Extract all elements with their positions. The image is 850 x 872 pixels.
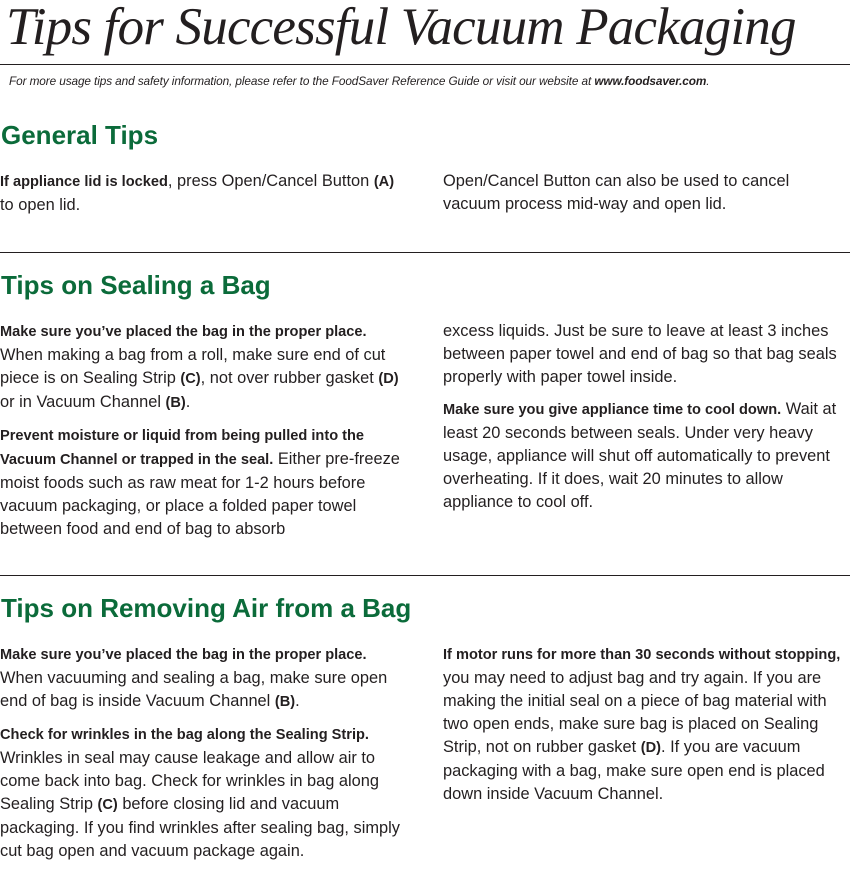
text: , not over rubber gasket: [200, 369, 379, 387]
tip-paragraph: [443, 398, 848, 514]
bold-text: If appliance lid is locked: [0, 174, 168, 190]
bold-text: (A): [373, 174, 395, 190]
tip-paragraph: [443, 643, 848, 806]
title-divider: [0, 64, 850, 65]
bold-text: (C): [97, 797, 118, 813]
bold-text: Make sure you’ve placed the bag in the proper place.: [0, 324, 367, 340]
tip-paragraph: [443, 320, 848, 389]
section-heading: General Tips: [1, 120, 159, 150]
right-column: [443, 170, 848, 225]
text: . If you are vacuum packaging with a bag, make sure open end is placed down inside Vacuum Channel.: [443, 738, 825, 803]
section-heading: Tips on Sealing a Bag: [1, 270, 271, 300]
tip-paragraph: [0, 320, 405, 415]
text: Wait at least 20 seconds between seals. Under very heavy usage, appliance will shut off automatically to prevent overheating. If it does, wait 20 minutes to allow appliance to cool off.: [443, 400, 837, 511]
tip-paragraph: [0, 643, 405, 714]
text: or in Vacuum Channel: [0, 393, 166, 411]
subtitle-end: .: [706, 74, 710, 88]
tip-paragraph: [0, 424, 405, 541]
website-link[interactable]: www.foodsaver.com: [594, 74, 707, 88]
text: before closing lid and vacuum packaging. If you find wrinkles after sealing bag, simply cut bag open and vacuum package again.: [0, 795, 400, 860]
text: , press Open/Cancel Button: [167, 172, 374, 190]
text: you may need to adjust bag and try again. If you are making the initial seal on a piece of bag material with two open ends, make sure bag is placed on Sealing Strip, not on rubber gasket: [443, 669, 827, 756]
tip-paragraph: [0, 723, 405, 863]
bold-text: (D): [640, 740, 661, 756]
bold-text: (B): [274, 694, 296, 710]
tip-paragraph: [0, 170, 405, 217]
tip-paragraph: [443, 170, 848, 216]
bold-text: Check for wrinkles in the bag along the Sealing Strip.: [0, 727, 369, 743]
bold-text: Prevent moisture or liquid from being pulled into the Vacuum Channel or trapped in the seal.: [0, 428, 365, 468]
bold-text: (C): [180, 371, 201, 387]
text: .: [295, 692, 300, 710]
text: .: [185, 393, 191, 411]
text: When making a bag from a roll, make sure end of cut piece is on Sealing Strip: [0, 346, 386, 387]
text: to open lid.: [0, 196, 81, 214]
bold-text: (D): [378, 371, 399, 387]
left-column: [0, 170, 405, 226]
left-column: [0, 320, 405, 550]
text: excess liquids. Just be sure to leave at least 3 inches between paper towel and end of bag so that bag seals properly with paper towel inside.: [443, 322, 837, 386]
bold-text: Make sure you’ve placed the bag in the proper place.: [0, 647, 367, 663]
section-divider: [0, 575, 850, 576]
right-column: [443, 643, 848, 815]
bold-text: If motor runs for more than 30 seconds without stopping,: [443, 647, 841, 663]
page-title: Tips for Successful Vacuum Packaging: [6, 0, 796, 56]
text: Open/Cancel Button can also be used to cancel vacuum process mid-way and open lid.: [443, 172, 790, 213]
section-divider: [0, 252, 850, 253]
section-heading: Tips on Removing Air from a Bag: [1, 593, 412, 623]
text: Wrinkles in seal may cause leakage and allow air to come back into bag. Check for wrinkles in bag along Sealing Strip: [0, 749, 380, 813]
left-column: [0, 643, 405, 872]
text: When vacuuming and sealing a bag, make sure open end of bag is inside Vacuum Channel: [0, 669, 388, 710]
bold-text: Make sure you give appliance time to cool down.: [443, 402, 782, 418]
subtitle: [9, 74, 847, 89]
right-column: [443, 320, 848, 523]
subtitle-text: For more usage tips and safety information, please refer to the FoodSaver Reference Guide or visit our website at: [9, 74, 595, 88]
text: Either pre-freeze moist foods such as raw meat for 1-2 hours before vacuum packaging, or place a folded paper towel between food and end of bag to absorb: [0, 450, 400, 538]
bold-text: (B): [165, 395, 186, 411]
